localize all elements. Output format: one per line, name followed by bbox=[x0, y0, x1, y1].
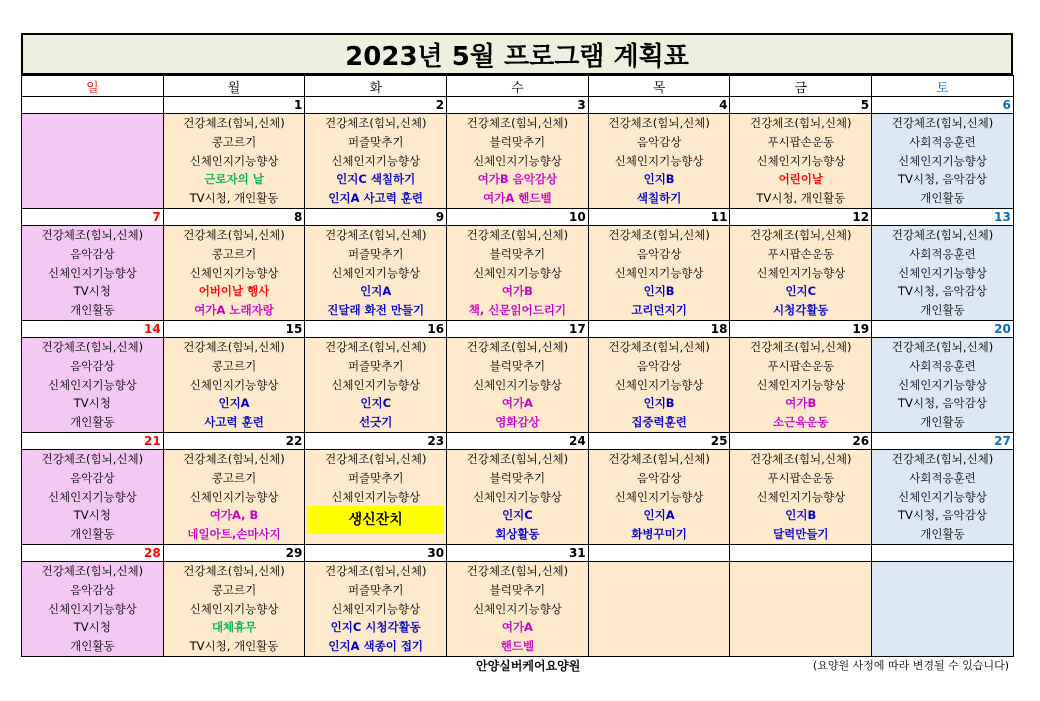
program-item: 퍼즐맞추기 bbox=[347, 582, 404, 597]
program-item: 시청각활동 bbox=[773, 303, 829, 318]
week-program-row bbox=[22, 338, 1014, 433]
day-cell bbox=[22, 338, 164, 433]
program-item: 인지C bbox=[360, 396, 392, 411]
program-item: 인지B bbox=[643, 172, 675, 187]
program-item: 건강체조(힘뇌,신체) bbox=[41, 564, 144, 578]
program-item: 인지A bbox=[643, 508, 675, 523]
program-item: 집중력훈련 bbox=[631, 415, 687, 430]
program-item: 개인활동 bbox=[70, 303, 115, 318]
program-item: 인지A 사고력 훈련 bbox=[328, 191, 424, 206]
program-item: 건강체조(힘뇌,신체) bbox=[41, 452, 144, 466]
page-title: 2023년 5월 프로그램 계획표 bbox=[21, 33, 1013, 75]
program-item: 신체인지기능향상 bbox=[331, 489, 421, 504]
day-cell bbox=[447, 114, 589, 209]
day-number bbox=[730, 545, 872, 562]
day-number: 5 bbox=[730, 97, 872, 114]
weekday-header: 수 bbox=[447, 76, 589, 97]
program-item: 신체인지기능향상 bbox=[614, 377, 704, 392]
day-number: 8 bbox=[163, 209, 305, 226]
program-item: 신체인지기능향상 bbox=[189, 153, 279, 168]
program-item: 사회적응훈련 bbox=[909, 358, 976, 373]
program-item: 콩고르기 bbox=[211, 358, 257, 373]
week-date-row bbox=[22, 209, 1014, 226]
day-number: 26 bbox=[730, 433, 872, 450]
program-item: 개인활동 bbox=[920, 303, 965, 318]
day-cell bbox=[872, 114, 1014, 209]
program-item: 퍼즐맞추기 bbox=[347, 134, 404, 149]
program-item: TV시청, 개인활동 bbox=[756, 191, 846, 206]
day-number: 13 bbox=[872, 209, 1014, 226]
program-item: 신체인지기능향상 bbox=[614, 265, 704, 280]
program-item: 신체인지기능향상 bbox=[189, 601, 279, 616]
program-item: 영화감상 bbox=[495, 415, 540, 430]
day-cell bbox=[22, 562, 164, 657]
program-item: 신체인지기능향상 bbox=[898, 377, 987, 392]
program-item: 음악감상 bbox=[70, 582, 115, 597]
day-number: 21 bbox=[22, 433, 164, 450]
program-item: 콩고르기 bbox=[211, 246, 257, 261]
program-item: 인지B bbox=[643, 284, 675, 299]
day-number: 10 bbox=[447, 209, 589, 226]
program-item: 신체인지기능향상 bbox=[472, 265, 562, 280]
program-item: 건강체조(힘뇌,신체) bbox=[41, 228, 144, 242]
day-cell bbox=[22, 450, 164, 545]
program-item: TV시청, 개인활동 bbox=[189, 191, 279, 206]
program-item: TV시청, 음악감상 bbox=[898, 396, 987, 411]
program-item: 인지A bbox=[360, 284, 392, 299]
program-item: 인지A bbox=[218, 396, 250, 411]
program-item: 건강체조(힘뇌,신체) bbox=[324, 116, 427, 130]
program-item: 사고력 훈련 bbox=[204, 415, 264, 430]
day-number: 7 bbox=[22, 209, 164, 226]
program-item: 인지C 색칠하기 bbox=[336, 172, 416, 187]
program-item: 건강체조(힘뇌,신체) bbox=[891, 340, 994, 354]
week-program-row bbox=[22, 450, 1014, 545]
week-date-row bbox=[22, 545, 1014, 562]
program-item: 사회적응훈련 bbox=[909, 246, 976, 261]
day-number: 3 bbox=[447, 97, 589, 114]
day-cell bbox=[730, 114, 872, 209]
program-item: 신체인지기능향상 bbox=[47, 377, 137, 392]
program-item: 건강체조(힘뇌,신체) bbox=[891, 452, 994, 466]
program-item: 건강체조(힘뇌,신체) bbox=[324, 452, 427, 466]
weekday-header: 목 bbox=[588, 76, 730, 97]
day-number bbox=[588, 545, 730, 562]
program-item: 콩고르기 bbox=[211, 134, 257, 149]
program-item: 어린이날 bbox=[778, 172, 823, 187]
day-number bbox=[872, 545, 1014, 562]
program-item: 회상활동 bbox=[495, 527, 540, 542]
program-item: 건강체조(힘뇌,신체) bbox=[608, 340, 710, 354]
program-item: 푸시팝손운동 bbox=[767, 358, 835, 373]
program-item: 건강체조(힘뇌,신체) bbox=[183, 116, 285, 130]
program-item: 건강체조(힘뇌,신체) bbox=[750, 340, 852, 354]
program-item: TV시청 bbox=[73, 284, 111, 299]
program-item: 신체인지기능향상 bbox=[47, 601, 137, 616]
day-cell bbox=[872, 562, 1014, 657]
program-item: 인지C 시청각활동 bbox=[330, 620, 421, 635]
program-item: 여가A 핸드벨 bbox=[483, 191, 552, 206]
day-cell bbox=[305, 338, 447, 433]
organization-name: 안양실버케어요양원 bbox=[476, 659, 581, 673]
program-item: 건강체조(힘뇌,신체) bbox=[183, 340, 285, 354]
program-item: 여가B 음악감상 bbox=[477, 172, 558, 187]
day-number: 11 bbox=[588, 209, 730, 226]
program-item: TV시청, 개인활동 bbox=[189, 639, 279, 654]
program-item: 인지B bbox=[643, 396, 675, 411]
program-item: 퍼즐맞추기 bbox=[347, 358, 404, 373]
program-item: 신체인지기능향상 bbox=[472, 601, 562, 616]
program-item: 인지A 색종이 접기 bbox=[328, 639, 424, 654]
day-number: 1 bbox=[163, 97, 305, 114]
program-item: 개인활동 bbox=[70, 639, 115, 654]
day-cell bbox=[588, 338, 730, 433]
program-item: 어버이날 행사 bbox=[198, 284, 270, 299]
program-item: 음악감상 bbox=[636, 470, 682, 485]
program-item: TV시청, 음악감상 bbox=[898, 172, 987, 187]
program-item: 건강체조(힘뇌,신체) bbox=[466, 564, 569, 578]
program-item: 블럭맞추기 bbox=[489, 134, 546, 149]
day-cell bbox=[872, 450, 1014, 545]
program-item: 건강체조(힘뇌,신체) bbox=[608, 228, 710, 242]
program-item: 음악감상 bbox=[70, 246, 115, 261]
program-item: 진달래 화전 만들기 bbox=[327, 303, 425, 318]
day-cell bbox=[447, 562, 589, 657]
day-cell bbox=[872, 338, 1014, 433]
day-number bbox=[22, 97, 164, 114]
program-item: 신체인지기능향상 bbox=[189, 489, 279, 504]
weekday-header: 월 bbox=[163, 76, 305, 97]
day-number: 14 bbox=[22, 321, 164, 338]
program-item: 신체인지기능향상 bbox=[614, 489, 704, 504]
day-number: 4 bbox=[588, 97, 730, 114]
program-item: 신체인지기능향상 bbox=[898, 153, 987, 168]
day-cell bbox=[305, 450, 447, 545]
program-item: 근로자의 날 bbox=[204, 172, 264, 187]
program-item: 달력만들기 bbox=[773, 527, 829, 542]
week-program-row bbox=[22, 226, 1014, 321]
program-item: 퍼즐맞추기 bbox=[347, 246, 404, 261]
week-program-row bbox=[22, 562, 1014, 657]
program-item: 신체인지기능향상 bbox=[756, 265, 846, 280]
program-item: TV시청 bbox=[73, 620, 111, 635]
program-item: 신체인지기능향상 bbox=[472, 153, 562, 168]
program-item: 건강체조(힘뇌,신체) bbox=[183, 564, 285, 578]
week-program-row bbox=[22, 114, 1014, 209]
day-number: 24 bbox=[447, 433, 589, 450]
program-item: 푸시팝손운동 bbox=[767, 246, 835, 261]
day-number: 15 bbox=[163, 321, 305, 338]
day-number: 20 bbox=[872, 321, 1014, 338]
program-item: 신체인지기능향상 bbox=[614, 153, 704, 168]
program-item: 여가A, B bbox=[209, 508, 259, 523]
program-item: 음악감상 bbox=[70, 470, 115, 485]
program-item: 건강체조(힘뇌,신체) bbox=[41, 340, 144, 354]
program-item: 여가A 노래자랑 bbox=[194, 303, 274, 318]
program-item: 여가A bbox=[501, 620, 533, 635]
program-item: 음악감상 bbox=[636, 246, 682, 261]
program-item: 개인활동 bbox=[70, 527, 115, 542]
program-item: TV시청, 음악감상 bbox=[898, 284, 987, 299]
week-date-row bbox=[22, 97, 1014, 114]
day-number: 31 bbox=[447, 545, 589, 562]
program-item: 음악감상 bbox=[70, 358, 115, 373]
program-item: 여가B bbox=[501, 284, 533, 299]
program-item: 건강체조(힘뇌,신체) bbox=[324, 564, 427, 578]
program-item: 푸시팝손운동 bbox=[767, 470, 835, 485]
program-item: 신체인지기능향상 bbox=[756, 153, 846, 168]
program-item: 여가B bbox=[785, 396, 817, 411]
day-number: 12 bbox=[730, 209, 872, 226]
program-item: 블럭맞추기 bbox=[489, 470, 546, 485]
schedule-sheet bbox=[21, 33, 1013, 657]
day-cell bbox=[163, 450, 305, 545]
program-item: 건강체조(힘뇌,신체) bbox=[466, 452, 569, 466]
day-cell bbox=[22, 226, 164, 321]
day-number: 6 bbox=[872, 97, 1014, 114]
program-item: 블럭맞추기 bbox=[489, 358, 546, 373]
day-cell bbox=[588, 226, 730, 321]
program-item: TV시청 bbox=[73, 508, 111, 523]
program-item: TV시청 bbox=[73, 396, 111, 411]
program-item: 인지C bbox=[785, 284, 817, 299]
day-cell bbox=[447, 450, 589, 545]
day-cell bbox=[447, 338, 589, 433]
program-item: 건강체조(힘뇌,신체) bbox=[891, 116, 994, 130]
day-number: 23 bbox=[305, 433, 447, 450]
weekday-header: 일 bbox=[22, 76, 164, 97]
day-cell bbox=[588, 114, 730, 209]
program-item: 개인활동 bbox=[70, 415, 115, 430]
program-item: 건강체조(힘뇌,신체) bbox=[750, 116, 852, 130]
day-number: 18 bbox=[588, 321, 730, 338]
program-item: 건강체조(힘뇌,신체) bbox=[750, 228, 852, 242]
program-item: 신체인지기능향상 bbox=[331, 377, 421, 392]
program-item: 신체인지기능향상 bbox=[189, 265, 279, 280]
program-item: 신체인지기능향상 bbox=[331, 601, 421, 616]
program-item: 블럭맞추기 bbox=[489, 246, 546, 261]
program-item: 신체인지기능향상 bbox=[756, 489, 846, 504]
weekday-header: 금 bbox=[730, 76, 872, 97]
program-item: TV시청, 음악감상 bbox=[898, 508, 987, 523]
birthday-party-highlight: 생신잔치 bbox=[307, 506, 444, 534]
program-item: 신체인지기능향상 bbox=[331, 153, 421, 168]
day-number: 28 bbox=[22, 545, 164, 562]
program-item: 건강체조(힘뇌,신체) bbox=[608, 116, 710, 130]
program-item: 건강체조(힘뇌,신체) bbox=[466, 116, 569, 130]
calendar-table bbox=[21, 75, 1014, 657]
day-cell bbox=[730, 562, 872, 657]
program-item: 핸드벨 bbox=[500, 639, 535, 654]
day-cell bbox=[305, 114, 447, 209]
day-number: 2 bbox=[305, 97, 447, 114]
day-number: 16 bbox=[305, 321, 447, 338]
program-item: 개인활동 bbox=[920, 191, 965, 206]
footer bbox=[21, 655, 1013, 673]
day-cell bbox=[163, 226, 305, 321]
program-item: 건강체조(힘뇌,신체) bbox=[891, 228, 994, 242]
program-item: 인지B bbox=[785, 508, 817, 523]
program-item: 개인활동 bbox=[920, 415, 965, 430]
day-cell bbox=[730, 226, 872, 321]
day-cell bbox=[305, 562, 447, 657]
program-item: 신체인지기능향상 bbox=[898, 489, 987, 504]
program-item: 소근육운동 bbox=[773, 415, 829, 430]
day-number: 25 bbox=[588, 433, 730, 450]
day-cell bbox=[447, 226, 589, 321]
program-item: 콩고르기 bbox=[211, 470, 257, 485]
program-item: 콩고르기 bbox=[211, 582, 257, 597]
program-item: 건강체조(힘뇌,신체) bbox=[183, 228, 285, 242]
program-item: 블럭맞추기 bbox=[489, 582, 546, 597]
program-item: 건강체조(힘뇌,신체) bbox=[466, 228, 569, 242]
program-item: 신체인지기능향상 bbox=[189, 377, 279, 392]
program-item: 개인활동 bbox=[920, 527, 965, 542]
day-number: 30 bbox=[305, 545, 447, 562]
day-cell bbox=[872, 226, 1014, 321]
day-cell bbox=[730, 338, 872, 433]
program-item: 고리던지기 bbox=[631, 303, 687, 318]
program-item: 화병꾸미기 bbox=[631, 527, 687, 542]
program-item: 대체휴무 bbox=[211, 620, 257, 635]
day-cell bbox=[588, 450, 730, 545]
program-item: 건강체조(힘뇌,신체) bbox=[608, 452, 710, 466]
program-item: 건강체조(힘뇌,신체) bbox=[324, 340, 427, 354]
day-number: 27 bbox=[872, 433, 1014, 450]
program-item: 음악감상 bbox=[636, 134, 682, 149]
day-number: 17 bbox=[447, 321, 589, 338]
program-item: 사회적응훈련 bbox=[909, 470, 976, 485]
week-date-row bbox=[22, 321, 1014, 338]
program-item: 선긋기 bbox=[359, 415, 393, 430]
day-cell bbox=[163, 338, 305, 433]
day-number: 22 bbox=[163, 433, 305, 450]
week-date-row bbox=[22, 433, 1014, 450]
program-item: 인지C bbox=[502, 508, 533, 523]
day-cell bbox=[588, 562, 730, 657]
day-number: 9 bbox=[305, 209, 447, 226]
program-item: 신체인지기능향상 bbox=[47, 489, 137, 504]
program-item: 퍼즐맞추기 bbox=[347, 470, 404, 485]
program-item: 푸시팝손운동 bbox=[767, 134, 835, 149]
program-item: 신체인지기능향상 bbox=[47, 265, 137, 280]
program-item: 건강체조(힘뇌,신체) bbox=[324, 228, 427, 242]
program-item: 건강체조(힘뇌,신체) bbox=[183, 452, 285, 466]
program-item: 건강체조(힘뇌,신체) bbox=[466, 340, 569, 354]
program-item: 여가A bbox=[501, 396, 533, 411]
change-notice: (요양원 사정에 따라 변경될 수 있습니다) bbox=[812, 659, 1009, 672]
program-item: 사회적응훈련 bbox=[909, 134, 976, 149]
program-item: 건강체조(힘뇌,신체) bbox=[750, 452, 852, 466]
program-item: 신체인지기능향상 bbox=[756, 377, 846, 392]
day-cell bbox=[305, 226, 447, 321]
program-item: 신체인지기능향상 bbox=[331, 265, 421, 280]
day-cell bbox=[730, 450, 872, 545]
program-item: 신체인지기능향상 bbox=[898, 265, 987, 280]
weekday-header: 토 bbox=[872, 76, 1014, 97]
day-cell bbox=[163, 562, 305, 657]
program-item: 신체인지기능향상 bbox=[472, 377, 562, 392]
day-number: 29 bbox=[163, 545, 305, 562]
program-item: 음악감상 bbox=[636, 358, 682, 373]
program-item: 네일아트,손마사지 bbox=[187, 527, 281, 542]
day-cell bbox=[22, 114, 164, 209]
program-item: 책, 신문읽어드리기 bbox=[468, 303, 567, 318]
program-item: 신체인지기능향상 bbox=[472, 489, 562, 504]
program-item: 색칠하기 bbox=[636, 191, 682, 206]
weekday-header: 화 bbox=[305, 76, 447, 97]
day-cell bbox=[163, 114, 305, 209]
day-number: 19 bbox=[730, 321, 872, 338]
